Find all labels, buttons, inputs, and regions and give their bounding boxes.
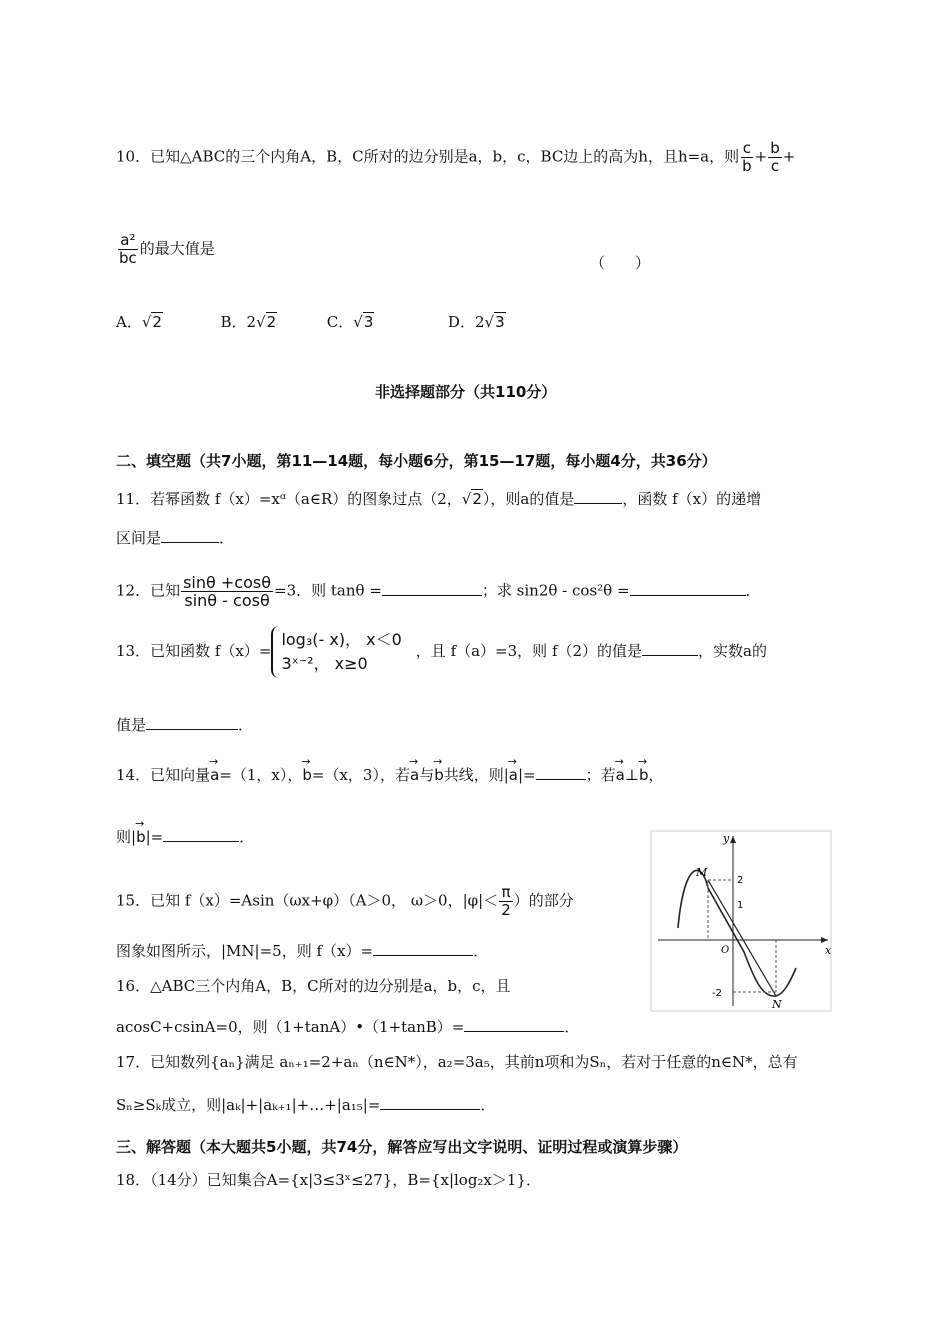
q14-text-a: 14．已知向量	[116, 766, 211, 784]
q10-stem-cont	[116, 232, 215, 267]
q12-text-a: 12．已知	[116, 581, 181, 600]
answer-blank[interactable]	[464, 1016, 564, 1032]
q15-line1	[116, 884, 574, 919]
q11-text-c: ，函数 f（x）的递增	[622, 490, 762, 508]
q13-text-e: ．	[238, 716, 254, 734]
q14-line2	[116, 817, 255, 847]
answer-blank[interactable]	[382, 580, 482, 596]
q14-text-f: |=	[518, 766, 536, 784]
vector-arrow-icon: →	[209, 755, 219, 768]
answer-blank[interactable]	[163, 826, 239, 842]
q12-line	[116, 574, 761, 609]
sqrt-value: 3	[363, 313, 374, 331]
q13-line1	[116, 626, 767, 678]
q13-line2	[116, 714, 253, 735]
vector-letter: b	[136, 828, 146, 846]
q14-line1	[116, 755, 664, 785]
q10-options	[116, 312, 506, 332]
q17-text-b: Sₙ≥Sₖ成立，则|aₖ|+|aₖ₊₁|+…+|a₁₅|=	[116, 1096, 381, 1114]
q14-text-b: =（1，x），	[219, 766, 303, 784]
q18-line: 18．（14分）已知集合A={x|3≤3ˣ≤27}，B={x|log₂x＞1}．	[116, 1171, 541, 1189]
q10-text: 10．已知△ABC的三个内角A，B，C所对的边分别是a，b，c，BC边上的高为h，且h=a，则	[116, 147, 740, 166]
q15-text-a: 15．已知 f（x）=Asin（ωx+φ）（A＞0， ω＞0，|φ|＜	[116, 891, 499, 910]
answer-blank[interactable]	[536, 764, 586, 780]
q15-line2	[116, 940, 488, 961]
answer-paren: （ ）	[590, 254, 651, 272]
q16-text-b: acosC+csinA=0，则（1+tanA）•（1+tanB）=	[116, 1018, 465, 1036]
vector-arrow-icon: →	[614, 755, 624, 768]
q14-text-j: 则|	[116, 828, 137, 846]
q16-text-c: ．	[564, 1018, 580, 1036]
q10-tail: 的最大值是	[139, 239, 215, 258]
fraction-b-over-c	[768, 140, 782, 175]
q12-text-b: =3．则 tanθ =	[274, 581, 382, 600]
frac-den: 2	[501, 901, 511, 919]
sqrt-symbol: √3	[484, 313, 505, 331]
sqrt-symbol: √2	[141, 313, 162, 331]
frac-num: a²	[120, 231, 136, 249]
piecewise-case1: log₃(- x)， x＜0	[281, 630, 402, 649]
q13-text-c: ，实数a的	[698, 642, 767, 660]
q11-text-b: ），则a的值是	[482, 490, 575, 508]
option-a-label: A．	[116, 313, 142, 331]
q17-line2	[116, 1094, 495, 1115]
frac-num: b	[770, 139, 780, 157]
label-m: M	[696, 866, 708, 879]
vector-b	[433, 755, 444, 785]
q14-text-c: =（x，3），若	[311, 766, 410, 784]
q16-line1	[116, 976, 511, 996]
option-a	[116, 312, 163, 331]
q14-text-h: ⊥	[624, 766, 639, 784]
label-one: 1	[737, 900, 744, 911]
q11-line2	[116, 527, 234, 548]
label-origin: O	[721, 945, 730, 956]
plus-sign: +	[782, 147, 796, 166]
answer-blank[interactable]	[630, 580, 746, 596]
frac-num: sinθ +cosθ	[183, 573, 272, 592]
plus-sign: +	[754, 147, 768, 166]
q11-line1	[116, 488, 761, 509]
vector-letter: a	[409, 766, 420, 784]
fraction-sin-cos	[181, 574, 273, 609]
fraction-a2-over-bc	[117, 232, 139, 267]
sqrt-value: 2	[152, 313, 162, 331]
q17-text-a: 17．已知数列{aₙ}满足 aₙ₊₁=2+aₙ（n∈N*），a₂=3a₅，其前n项和为Sₙ，若对于任意的n∈N*，总有	[116, 1053, 798, 1071]
q12-text-c: ；求 sin2θ - cos²θ =	[481, 581, 630, 600]
option-d-label: D．2	[447, 313, 485, 331]
part3-heading: 三、解答题（本大题共5小题，共74分，解答应写出文字说明、证明过程或演算步骤）	[116, 1138, 688, 1156]
q13-text-d: 值是	[116, 716, 147, 734]
piecewise-function	[271, 626, 415, 678]
vector-a	[614, 755, 625, 785]
q14-text-e: 共线，则|	[443, 766, 509, 784]
q13-text-a: 13．已知函数 f（x）=	[116, 642, 272, 660]
vector-letter: a	[615, 766, 625, 784]
vector-letter: a	[210, 766, 220, 784]
frac-num: π	[501, 883, 511, 901]
label-y: y	[723, 832, 730, 845]
q14-text-l: ．	[239, 828, 255, 846]
q14-text-d: 与	[419, 766, 435, 784]
frac-den: b	[742, 157, 752, 175]
q13-text-b: ，且 f（a）=3，则 f（2）的值是	[415, 642, 643, 660]
label-x: x	[825, 944, 832, 957]
vector-b	[301, 755, 312, 785]
vector-arrow-icon: →	[301, 755, 311, 768]
vector-arrow-icon: →	[135, 817, 145, 830]
vector-arrow-icon: →	[637, 755, 648, 768]
q15-text-c: 图象如图所示，|MN|=5，则 f（x）=	[116, 942, 374, 960]
q14-text-k: |=	[145, 828, 164, 846]
answer-blank[interactable]	[161, 527, 219, 543]
option-c-label: C．	[326, 313, 354, 331]
answer-blank[interactable]	[373, 940, 473, 956]
frac-num: c	[742, 139, 752, 157]
q10-stem	[116, 140, 795, 175]
vector-b	[135, 817, 146, 847]
vector-arrow-icon: →	[433, 755, 443, 768]
q12-text-d: ．	[745, 581, 761, 600]
vector-letter: b	[302, 766, 312, 784]
vector-a	[507, 755, 518, 785]
sqrt-symbol: √2	[256, 313, 277, 331]
vector-a	[408, 755, 420, 785]
section-heading: 非选择题部分（共110分）	[375, 383, 557, 401]
q15-text-d: ．	[473, 942, 489, 960]
q14-text-i: ，	[648, 766, 664, 784]
sqrt-value: 2	[472, 490, 482, 508]
q16-line2	[116, 1016, 579, 1037]
vector-b	[637, 755, 649, 785]
option-b-label: B．2	[220, 313, 257, 331]
answer-blank[interactable]	[380, 1094, 480, 1110]
option-b	[221, 312, 278, 331]
option-c	[327, 312, 375, 331]
option-d	[448, 312, 506, 331]
part2-heading: 二、填空题（共7小题，第11—14题，每小题6分，第15—17题，每小题4分，共36分）	[116, 452, 717, 470]
vector-arrow-icon: →	[408, 755, 419, 768]
q11-text-e: ．	[219, 529, 235, 547]
frac-den: sinθ - cosθ	[184, 591, 270, 610]
q15-text-b: ）的部分	[513, 891, 574, 910]
sine-graph-figure	[650, 830, 832, 1012]
label-n: N	[772, 998, 782, 1011]
piecewise-case2: 3ˣ⁻²， x≥0	[281, 654, 368, 673]
vector-letter: a	[508, 766, 518, 784]
label-neg-two: -2	[712, 988, 722, 999]
vector-letter: b	[434, 766, 444, 784]
label-two: 2	[737, 875, 744, 886]
answer-blank[interactable]	[574, 488, 622, 504]
sqrt-value: 2	[266, 313, 277, 331]
q17-line1	[116, 1052, 798, 1072]
fraction-pi-over-2	[499, 884, 513, 919]
fraction-c-over-b	[740, 140, 754, 175]
frac-den: c	[770, 157, 780, 175]
q11-text-a: 11．若幂函数 f（x）=xᵅ（a∈R）的图象过点（2，	[116, 490, 462, 508]
answer-blank[interactable]	[642, 640, 698, 656]
q16-text-a: 16．△ABC三个内角A，B，C所对的边分别是a，b，c，且	[116, 977, 511, 995]
sqrt-value: 3	[495, 313, 505, 331]
answer-blank[interactable]	[146, 714, 238, 730]
q17-text-c: ．	[480, 1096, 496, 1114]
vector-a	[209, 755, 220, 785]
q14-text-g: ；若	[585, 766, 616, 784]
vector-arrow-icon: →	[507, 755, 518, 768]
frac-den: bc	[119, 249, 137, 267]
q11-text-d: 区间是	[116, 529, 162, 547]
vector-letter: b	[638, 766, 649, 784]
sqrt-symbol: √3	[353, 313, 374, 331]
sqrt-symbol: √2	[461, 490, 482, 508]
